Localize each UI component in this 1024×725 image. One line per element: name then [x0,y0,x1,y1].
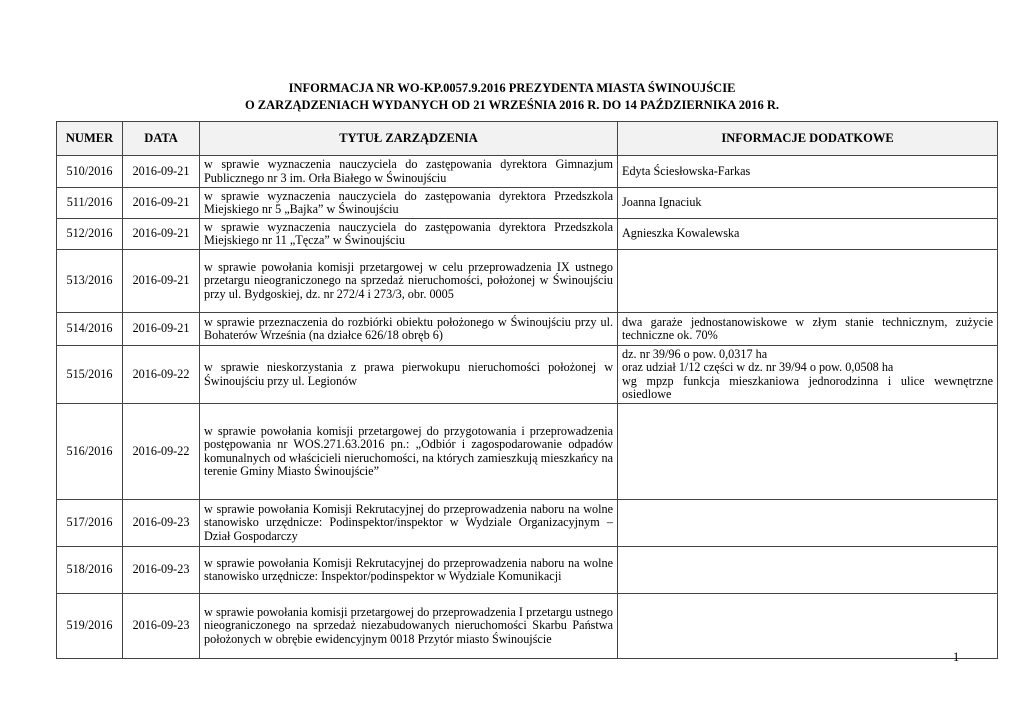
row-info-cell [618,547,998,594]
row-title-cell: w sprawie powołania komisji przetargowej do przeprowadzenia I przetargu ustnego nieograniczonego na sprzedaż niezabudowanych nieruchomości Skarbu Państwa położonych w obrębie ewidencyjnym 0018 Przytór miasto Świnoujście [200,594,618,659]
row-date-cell: 2016-09-23 [123,547,200,594]
row-info-cell [618,219,998,250]
table-header-row [57,122,998,156]
row-date-cell: 2016-09-23 [123,500,200,547]
column-header-tytul: TYTUŁ ZARZĄDZENIA [200,122,618,156]
page-number: 1 [953,650,960,664]
row-date-cell: 2016-09-21 [123,156,200,188]
row-date-cell: 2016-09-23 [123,594,200,659]
row-number-cell: 511/2016 [57,188,123,219]
row-number-cell: 519/2016 [57,594,123,659]
table-row [57,547,998,594]
row-date-cell: 2016-09-22 [123,404,200,500]
row-date-cell: 2016-09-22 [123,346,200,404]
row-title-cell: w sprawie wyznaczenia nauczyciela do zastępowania dyrektora Przedszkola Miejskiego nr 11 „Tęcza” w Świnoujściu [200,219,618,250]
document-title-line-2: O ZARZĄDZENIACH WYDANYCH OD 21 WRZEŚNIA 2016 R. DO 14 PAŹDZIERNIKA 2016 R. [244,98,780,112]
info-line: Agnieszka Kowalewska [622,226,740,241]
row-number-cell: 512/2016 [57,219,123,250]
row-date-cell: 2016-09-21 [123,250,200,313]
row-info-cell [618,594,998,659]
row-number-cell: 518/2016 [57,547,123,594]
table-row [57,250,998,313]
row-title-cell: w sprawie powołania Komisji Rekrutacyjnej do przeprowadzenia naboru na wolne stanowisko urzędnicze: Inspektor/podinspektor w Wydziale Komunikacji [200,547,618,594]
row-title-cell: w sprawie powołania Komisji Rekrutacyjnej do przeprowadzenia naboru na wolne stanowisko urzędnicze: Podinspektor/inspektor w Wydziale Organizacyjnym – Dział Gospodarczy [200,500,618,547]
row-info-cell [618,313,998,346]
table-row [57,313,998,346]
row-info-cell [618,404,998,500]
row-title-cell: w sprawie nieskorzystania z prawa pierwokupu nieruchomości położonej w Świnoujściu przy ul. Legionów [200,346,618,404]
info-line: dwa garaże jednostanowiskowe w złym stanie technicznym, zużycie techniczne ok. 70% [622,314,993,342]
info-line: Joanna Ignaciuk [622,195,702,210]
table-row [57,404,998,500]
info-line: dz. nr 39/96 o pow. 0,0317 ha [622,346,768,361]
row-number-cell: 514/2016 [57,313,123,346]
row-info-cell [618,156,998,188]
row-date-cell: 2016-09-21 [123,188,200,219]
row-info-cell [618,346,998,404]
table-row [57,500,998,547]
row-title-cell: w sprawie powołania komisji przetargowej w celu przeprowadzenia IX ustnego przetargu nieograniczonego na sprzedaż nieruchomości, położonej w Świnoujściu przy ul. Bydgoskiej, dz. nr 272/4 i 273/3, obr. 0005 [200,250,618,313]
info-line: Edyta Ściesłowska-Farkas [622,163,751,178]
info-line: oraz udział 1/12 części w dz. nr 39/94 o pow. 0,0508 ha [622,360,894,374]
row-info-cell [618,250,998,313]
row-info-cell [618,188,998,219]
row-date-cell: 2016-09-21 [123,313,200,346]
table-row [57,219,998,250]
row-number-cell: 517/2016 [57,500,123,547]
document-title-line-1: INFORMACJA NR WO-KP.0057.9.2016 PREZYDENTA MIASTA ŚWINOUJŚCIE [288,81,736,95]
table-body [57,156,998,659]
column-header-numer: NUMER [57,122,123,156]
row-number-cell: 516/2016 [57,404,123,500]
row-title-cell: w sprawie wyznaczenia nauczyciela do zastępowania dyrektora Gimnazjum Publicznego nr 3 im. Orła Białego w Świnoujściu [200,156,618,188]
table-row [57,346,998,404]
row-number-cell: 515/2016 [57,346,123,404]
row-title-cell: w sprawie przeznaczenia do rozbiórki obiektu położonego w Świnoujściu przy ul. Bohaterów Września (na działce 626/18 obręb 6) [200,313,618,346]
row-info-cell [618,500,998,547]
row-title-cell: w sprawie powołania komisji przetargowej do przygotowania i przeprowadzenia postępowania nr WOS.271.63.2016 pn.: „Odbiór i zagospodarowanie odpadów komunalnych od właścicieli nieruchomości, na których zamieszkują mieszkańcy na terenie Gminy Miasto Świnoujście” [200,404,618,500]
row-number-cell: 510/2016 [57,156,123,188]
row-date-cell: 2016-09-21 [123,219,200,250]
table-row [57,156,998,188]
table-row [57,594,998,659]
ordinances-table [56,121,998,659]
column-header-info: INFORMACJE DODATKOWE [618,122,998,156]
column-header-data: DATA [123,122,200,156]
table-row [57,188,998,219]
info-line: wg mpzp funkcja mieszkaniowa jednorodzinna i ulice wewnętrzne osiedlowe [622,373,993,401]
row-title-cell: w sprawie wyznaczenia nauczyciela do zastępowania dyrektora Przedszkola Miejskiego nr 5 „Bajka” w Świnoujściu [200,188,618,219]
row-number-cell: 513/2016 [57,250,123,313]
